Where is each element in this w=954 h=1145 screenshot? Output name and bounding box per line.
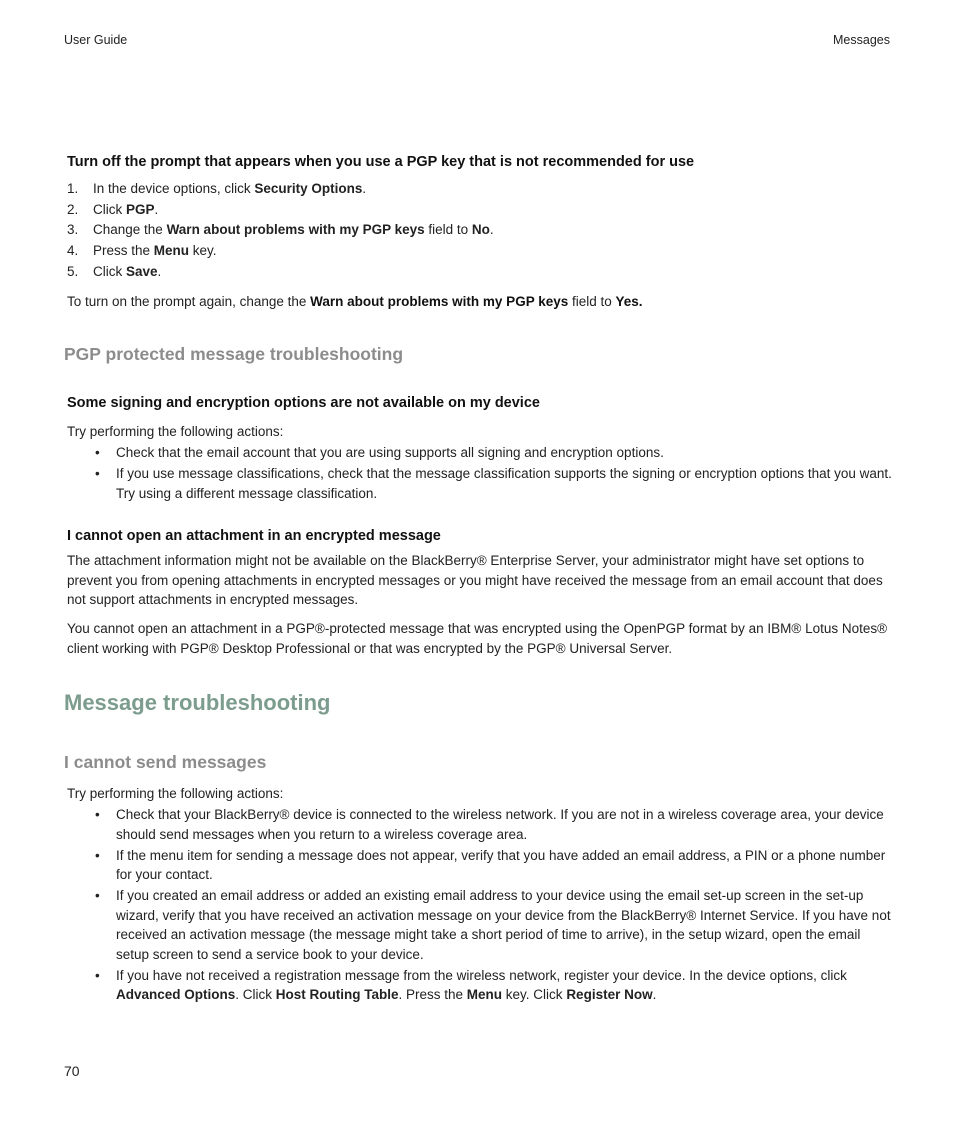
step-text: Click Save.: [93, 263, 162, 279]
page-number: 70: [64, 1063, 80, 1079]
bold-term: No: [471, 222, 490, 238]
topic-title-signing: Some signing and encryption options are not available on my device: [67, 395, 540, 411]
step-number: 2.: [67, 201, 79, 217]
step-item: [67, 220, 893, 241]
step-number: 4.: [67, 243, 79, 259]
list-item: [95, 443, 893, 463]
step-number: 1.: [67, 181, 79, 196]
bold-term: PGP: [126, 201, 155, 217]
list-item: [95, 886, 893, 964]
bullet-marker: •: [95, 888, 100, 903]
section-title-pgp-prompt: Turn off the prompt that appears when you use a PGP key that is not recommended for use: [67, 154, 695, 170]
bullet-marker: •: [95, 445, 100, 460]
bullet-marker: •: [95, 847, 100, 863]
step-item: [67, 179, 893, 200]
bullet-text: If you have not received a registration message from the wireless network, register your device. In the device options, click Advanced Options. Click Host Routing Table. Press the Menu key. Click Register Now.: [116, 967, 847, 1002]
bullet-list: [95, 805, 893, 1006]
bullet-text: Check that the email account that you are using supports all signing and encryption options.: [116, 445, 664, 460]
step-text: In the device options, click Security Options.: [93, 181, 367, 196]
list-item: [95, 464, 893, 503]
intro-paragraph: Try performing the following actions:: [67, 786, 284, 801]
step-number: 3.: [67, 222, 79, 238]
bullet-text: If you created an email address or added an existing email address to your device using the email set-up screen in the set-up wizard, verify that you have received an activation message on your device from the BlackBerry® Internet Service. If you have not received an activation message (the message might take a short period of time to arrive), in the setup wizard, open the email setup screen to send a service book to your device.: [116, 888, 891, 962]
bullet-marker: •: [95, 466, 100, 481]
bold-term: Warn about problems with my PGP keys: [166, 222, 425, 238]
step-text: Change the Warn about problems with my PGP keys field to No.: [93, 222, 494, 238]
bold-term: Security Options: [254, 181, 363, 196]
step-text: Press the Menu key.: [93, 243, 217, 259]
running-header-right: Messages: [833, 33, 890, 47]
bullet-text: If you use message classifications, check that the message classification supports the signing or encryption options that you want. Try using a different message classification.: [116, 466, 892, 501]
bold-term: Menu: [466, 987, 503, 1002]
step-text: Click PGP.: [93, 201, 159, 217]
bold-term: Advanced Options: [116, 987, 236, 1002]
bullet-marker: •: [95, 967, 100, 983]
intro-paragraph: Try performing the following actions:: [67, 424, 284, 439]
step-item: [67, 262, 893, 283]
bullet-text: Check that your BlackBerry® device is connected to the wireless network. If you are not in a wireless coverage area, your device should send messages when you return to a wireless coverage area.: [116, 807, 884, 842]
step-number: 5.: [67, 263, 79, 279]
section-heading-cannot-send: I cannot send messages: [64, 752, 267, 772]
attachment-paragraph-1: The attachment information might not be available on the BlackBerry® Enterprise Server, your administrator might have set options to prevent you from opening attachments in encrypted messages or you might have received the message from an email account that does not support attachments in encrypted messages.: [67, 553, 883, 607]
section-heading-pgp-troubleshooting: PGP protected message troubleshooting: [64, 344, 404, 364]
list-item: [95, 966, 893, 1005]
bold-term: Menu: [153, 243, 190, 259]
step-item: [67, 200, 893, 221]
attachment-paragraph-2: You cannot open an attachment in a PGP®-protected message that was encrypted using the OpenPGP format by an IBM® Lotus Notes® client working with PGP® Desktop Professional or that was encrypted by the PGP® Universal Server.: [67, 621, 888, 656]
note-paragraph: To turn on the prompt again, change the Warn about problems with my PGP keys field to Yes.: [67, 294, 643, 309]
bold-term: Yes.: [615, 294, 643, 309]
list-item: [95, 846, 893, 885]
bold-term: Host Routing Table: [275, 987, 399, 1002]
topic-title-attachment: I cannot open an attachment in an encrypted message: [67, 528, 441, 544]
running-header-left: User Guide: [64, 33, 128, 47]
step-item: [67, 241, 893, 262]
list-item: [95, 805, 893, 844]
chapter-heading-message-troubleshooting: Message troubleshooting: [64, 690, 331, 715]
bold-term: Warn about problems with my PGP keys: [310, 294, 569, 309]
bullet-text: If the menu item for sending a message does not appear, verify that you have added an email address, a PIN or a phone number for your contact.: [116, 847, 886, 882]
bullet-marker: •: [95, 807, 100, 822]
bullet-list: [95, 443, 893, 505]
steps-list: [67, 179, 893, 283]
bold-term: Save: [126, 263, 158, 279]
bold-term: Register Now: [566, 987, 653, 1002]
